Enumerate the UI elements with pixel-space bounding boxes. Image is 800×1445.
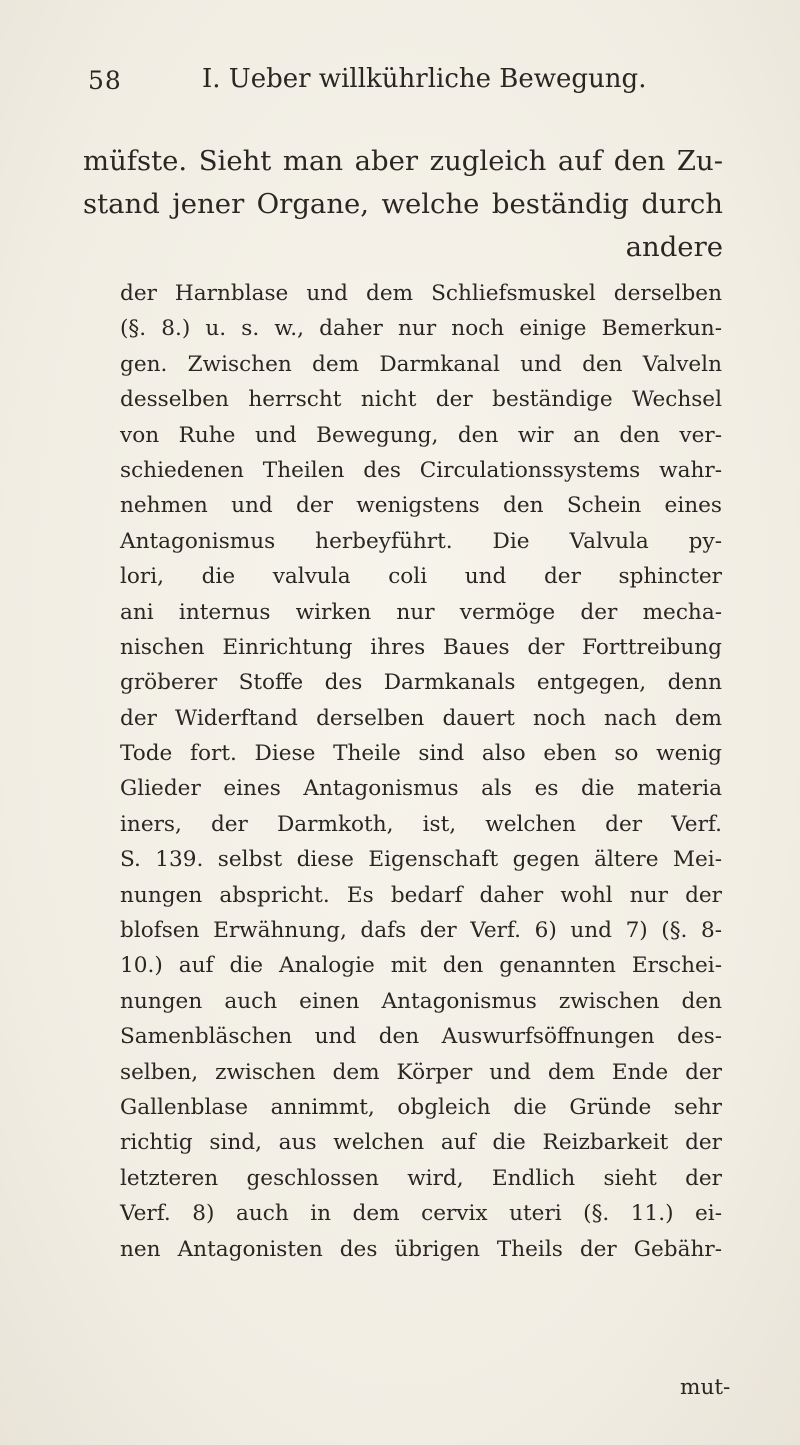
body-line: nischen Einrichtung ihres Baues der Forttreibung <box>120 634 722 660</box>
body-line: nen Antagonisten des übrigen Theils der Gebähr- <box>120 1236 722 1262</box>
body-line: 10.) auf die Analogie mit den genannten Erschei- <box>120 953 722 979</box>
body-line: nungen auch einen Antagonismus zwischen den <box>120 988 722 1014</box>
body-line: richtig sind, aus welchen auf die Reizbarkeit der <box>120 1130 722 1156</box>
page-header <box>78 62 688 102</box>
body-line: Tode fort. Diese Theile sind also eben so wenig <box>120 741 722 767</box>
body-line: von Ruhe und Bewegung, den wir an den ver- <box>120 422 722 448</box>
body-line: Gallenblase annimmt, obgleich die Gründe sehr <box>120 1094 722 1120</box>
body-line: nungen abspricht. Es bedarf daher wohl nur der <box>120 882 722 908</box>
body-line: Verf. 8) auch in dem cervix uteri (§. 11.) ei- <box>120 1201 722 1227</box>
body-line: der Harnblase und dem Schliefsmuskel derselben <box>120 281 722 306</box>
page-number: 58 <box>88 66 122 95</box>
body-line: lori, die valvula coli und der sphincter <box>120 564 722 590</box>
lead-line: stand jener Organe, welche beständig durch <box>83 188 723 220</box>
body-line: ani internus wirken nur vermöge der mecha- <box>120 599 722 625</box>
body-line: Antagonismus herbeyführt. Die Valvula py- <box>120 528 722 554</box>
body-line: desselben herrscht nicht der beständige Wechsel <box>120 387 722 413</box>
body-line: gen. Zwischen dem Darmkanal und den Valveln <box>120 351 722 377</box>
body-line: Glieder eines Antagonismus als es die materia <box>120 776 722 802</box>
body-line: der Widerftand derselben dauert noch nach dem <box>120 705 722 731</box>
body-line: nehmen und der wenigstens den Schein eines <box>120 493 722 519</box>
body-line: S. 139. selbst diese Eigenschaft gegen ältere Mei- <box>120 847 722 873</box>
body-line: letzteren geschlossen wird, Endlich sieht der <box>120 1165 722 1191</box>
body-line: Samenbläschen und den Auswurfsöffnungen des- <box>120 1024 722 1050</box>
body-line: blofsen Erwähnung, dafs der Verf. 6) und 7) (§. 8- <box>120 918 722 944</box>
lead-line: andere <box>625 231 723 263</box>
body-line: schiedenen Theilen des Circulationssystems wahr- <box>120 457 722 483</box>
body-line: iners, der Darmkoth, ist, welchen der Verf. <box>120 811 722 837</box>
body-line: (§. 8.) u. s. w., daher nur noch einige Bemerkun- <box>120 316 722 342</box>
body-line: selben, zwischen dem Körper und dem Ende der <box>120 1059 722 1085</box>
lead-line: müfste. Sieht man aber zugleich auf den Zu- <box>83 145 723 177</box>
running-title: I. Ueber willkührliche Bewegung. <box>202 64 647 94</box>
body-paragraph <box>120 276 722 1267</box>
catchword: mut- <box>680 1375 731 1400</box>
lead-paragraph <box>83 140 723 269</box>
body-line: gröberer Stoffe des Darmkanals entgegen, denn <box>120 670 722 696</box>
